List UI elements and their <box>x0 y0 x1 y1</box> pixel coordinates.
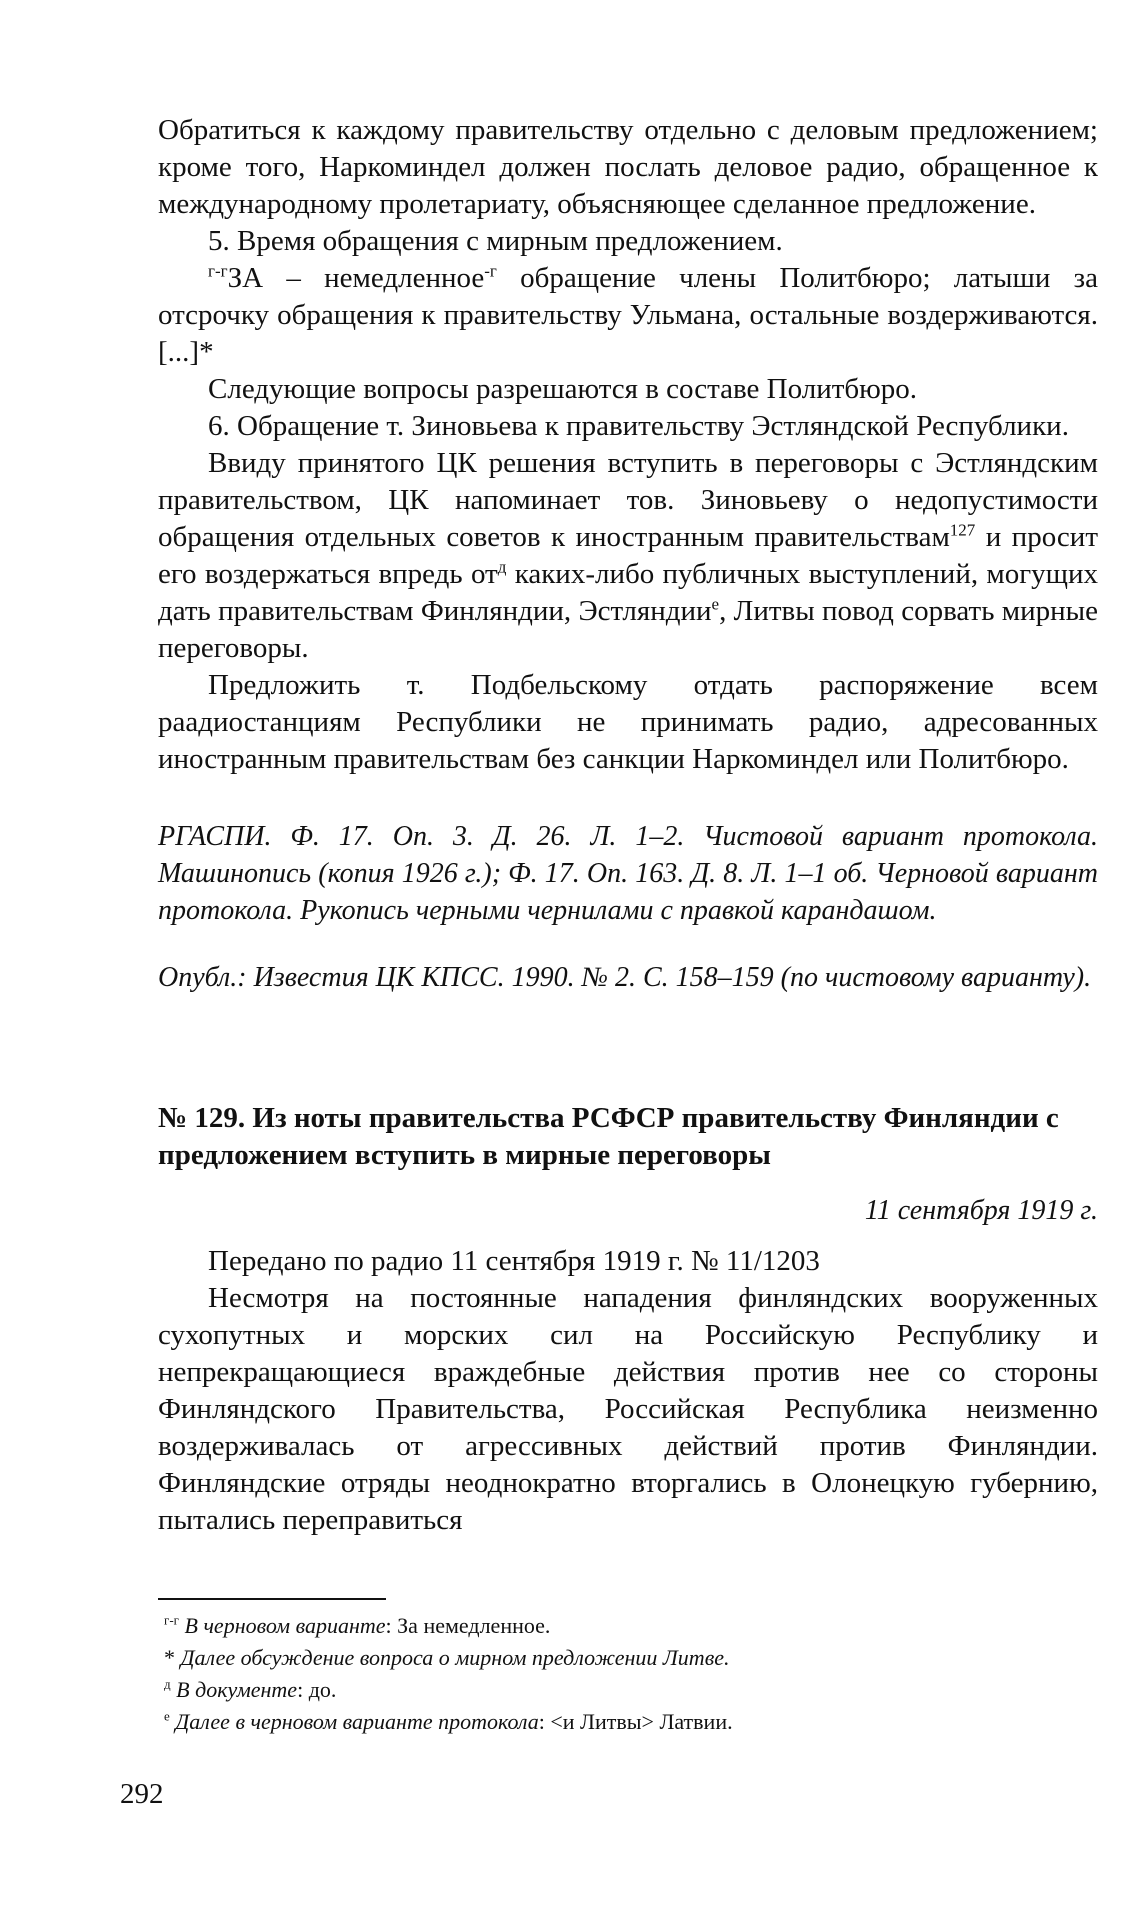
footnote-g <box>158 1610 1098 1642</box>
paragraph-6-text-b: и просит его воздержаться впредь от <box>158 521 1098 590</box>
document-title: № 129. Из ноты правительства РСФСР правительству Финляндии с предложением вступить в мирные переговоры <box>158 1102 1059 1171</box>
footnote-label: В документе <box>176 1677 298 1702</box>
document-text: Несмотря на постоянные нападения финляндских вооруженных сухопутных и морских сил на Российскую Республику и непрекращающиеся враждебные действия против нее со стороны Финляндского Правительства, Российская Республика неизменно воздерживалась от агрессивных действий против Финляндии. Финляндские отряды неоднократно вторгались в Олонецкую губернию, пытались переправиться <box>158 1282 1098 1536</box>
paragraph-6-text-a: Ввиду принятого ЦК решения вступить в переговоры с Эстляндским правительством, ЦК напоминает тов. Зиновьеву о недопустимости обращения отдельных советов к иностранным правительствам <box>158 447 1098 553</box>
document-date: 11 сентября 1919 г. <box>864 1195 1098 1226</box>
paragraph-6 <box>158 445 1098 667</box>
page-number: 292 <box>120 1778 164 1810</box>
footnote-ref-d: д <box>497 557 507 577</box>
footnote-divider <box>158 1598 386 1600</box>
archive-source: РГАСПИ. Ф. 17. Оп. 3. Д. 26. Л. 1–2. Чистовой вариант протокола. Машинопись (копия 1926 г.); Ф. 17. Оп. 163. Д. 8. Л. 1–1 об. Черновой вариант протокола. Рукопись черными чернилами с правкой карандашом. <box>158 821 1098 926</box>
footnote-label: Далее в черновом варианте протокола <box>175 1709 539 1734</box>
footnote-ref-e: е <box>711 594 720 614</box>
footnote-text: : <и Литвы> Латвии. <box>538 1709 733 1734</box>
paragraph-5: 6. Обращение т. Зиновьева к правительству Эстляндской Республики. <box>208 410 1069 442</box>
paragraph-6-text-d: , Литвы повод сорвать мирные переговоры. <box>158 595 1098 664</box>
paragraph-7: Предложить т. Подбельскому отдать распоряжение всем раадиостанциям Республики не принимать радио, адресованных иностранным правительствам без санкции Наркоминдел или Политбюро. <box>158 669 1098 775</box>
footnote-mark: е <box>164 1708 170 1724</box>
footnote-e <box>158 1706 1098 1738</box>
footnote-label: В черновом варианте <box>184 1613 386 1638</box>
footnote-text: : до. <box>297 1677 337 1702</box>
footnote-ref-g-close: -г <box>484 261 497 281</box>
footnote-d <box>158 1674 1098 1706</box>
paragraph-6-text-c: каких-либо публичных выступлений, могущих дать правительствам Финляндии, Эстляндии <box>158 558 1098 627</box>
paragraph-3-text-b: обращение члены Политбюро; латыши за отсрочку обращения к правительству Ульмана, остальные воздерживаются. [...]* <box>158 262 1098 368</box>
paragraph-4: Следующие вопросы разрешаются в составе Политбюро. <box>208 373 918 405</box>
page-body <box>158 112 1098 1539</box>
footnote-mark: * <box>164 1645 175 1670</box>
publication-note: Опубл.: Известия ЦК КПСС. 1990. № 2. С. 158–159 (по чистовому варианту). <box>158 962 1092 993</box>
footnote-mark: г-г <box>164 1612 179 1628</box>
footnote-star <box>158 1642 1098 1674</box>
radio-note: Передано по радио 11 сентября 1919 г. № 11/1203 <box>208 1245 820 1277</box>
paragraph-3-text-a: ЗА – немедленное <box>227 262 485 294</box>
footnote-mark: д <box>164 1676 171 1692</box>
paragraph-3 <box>158 260 1098 371</box>
endnote-ref-127: 127 <box>949 520 976 540</box>
paragraph-1: Обратиться к каждому правительству отдельно с деловым предложением; кроме того, Наркоминдел должен послать деловое радио, обращенное к международному пролетариату, объясняющее сделанное предложение. <box>158 114 1098 220</box>
footnote-ref-g: г-г <box>208 261 228 281</box>
footnote-text: : За немедленное. <box>385 1613 551 1638</box>
footnotes <box>158 1610 1098 1738</box>
paragraph-2: 5. Время обращения с мирным предложением. <box>208 225 783 257</box>
footnote-label: Далее обсуждение вопроса о мирном предложении Литве. <box>180 1645 730 1670</box>
